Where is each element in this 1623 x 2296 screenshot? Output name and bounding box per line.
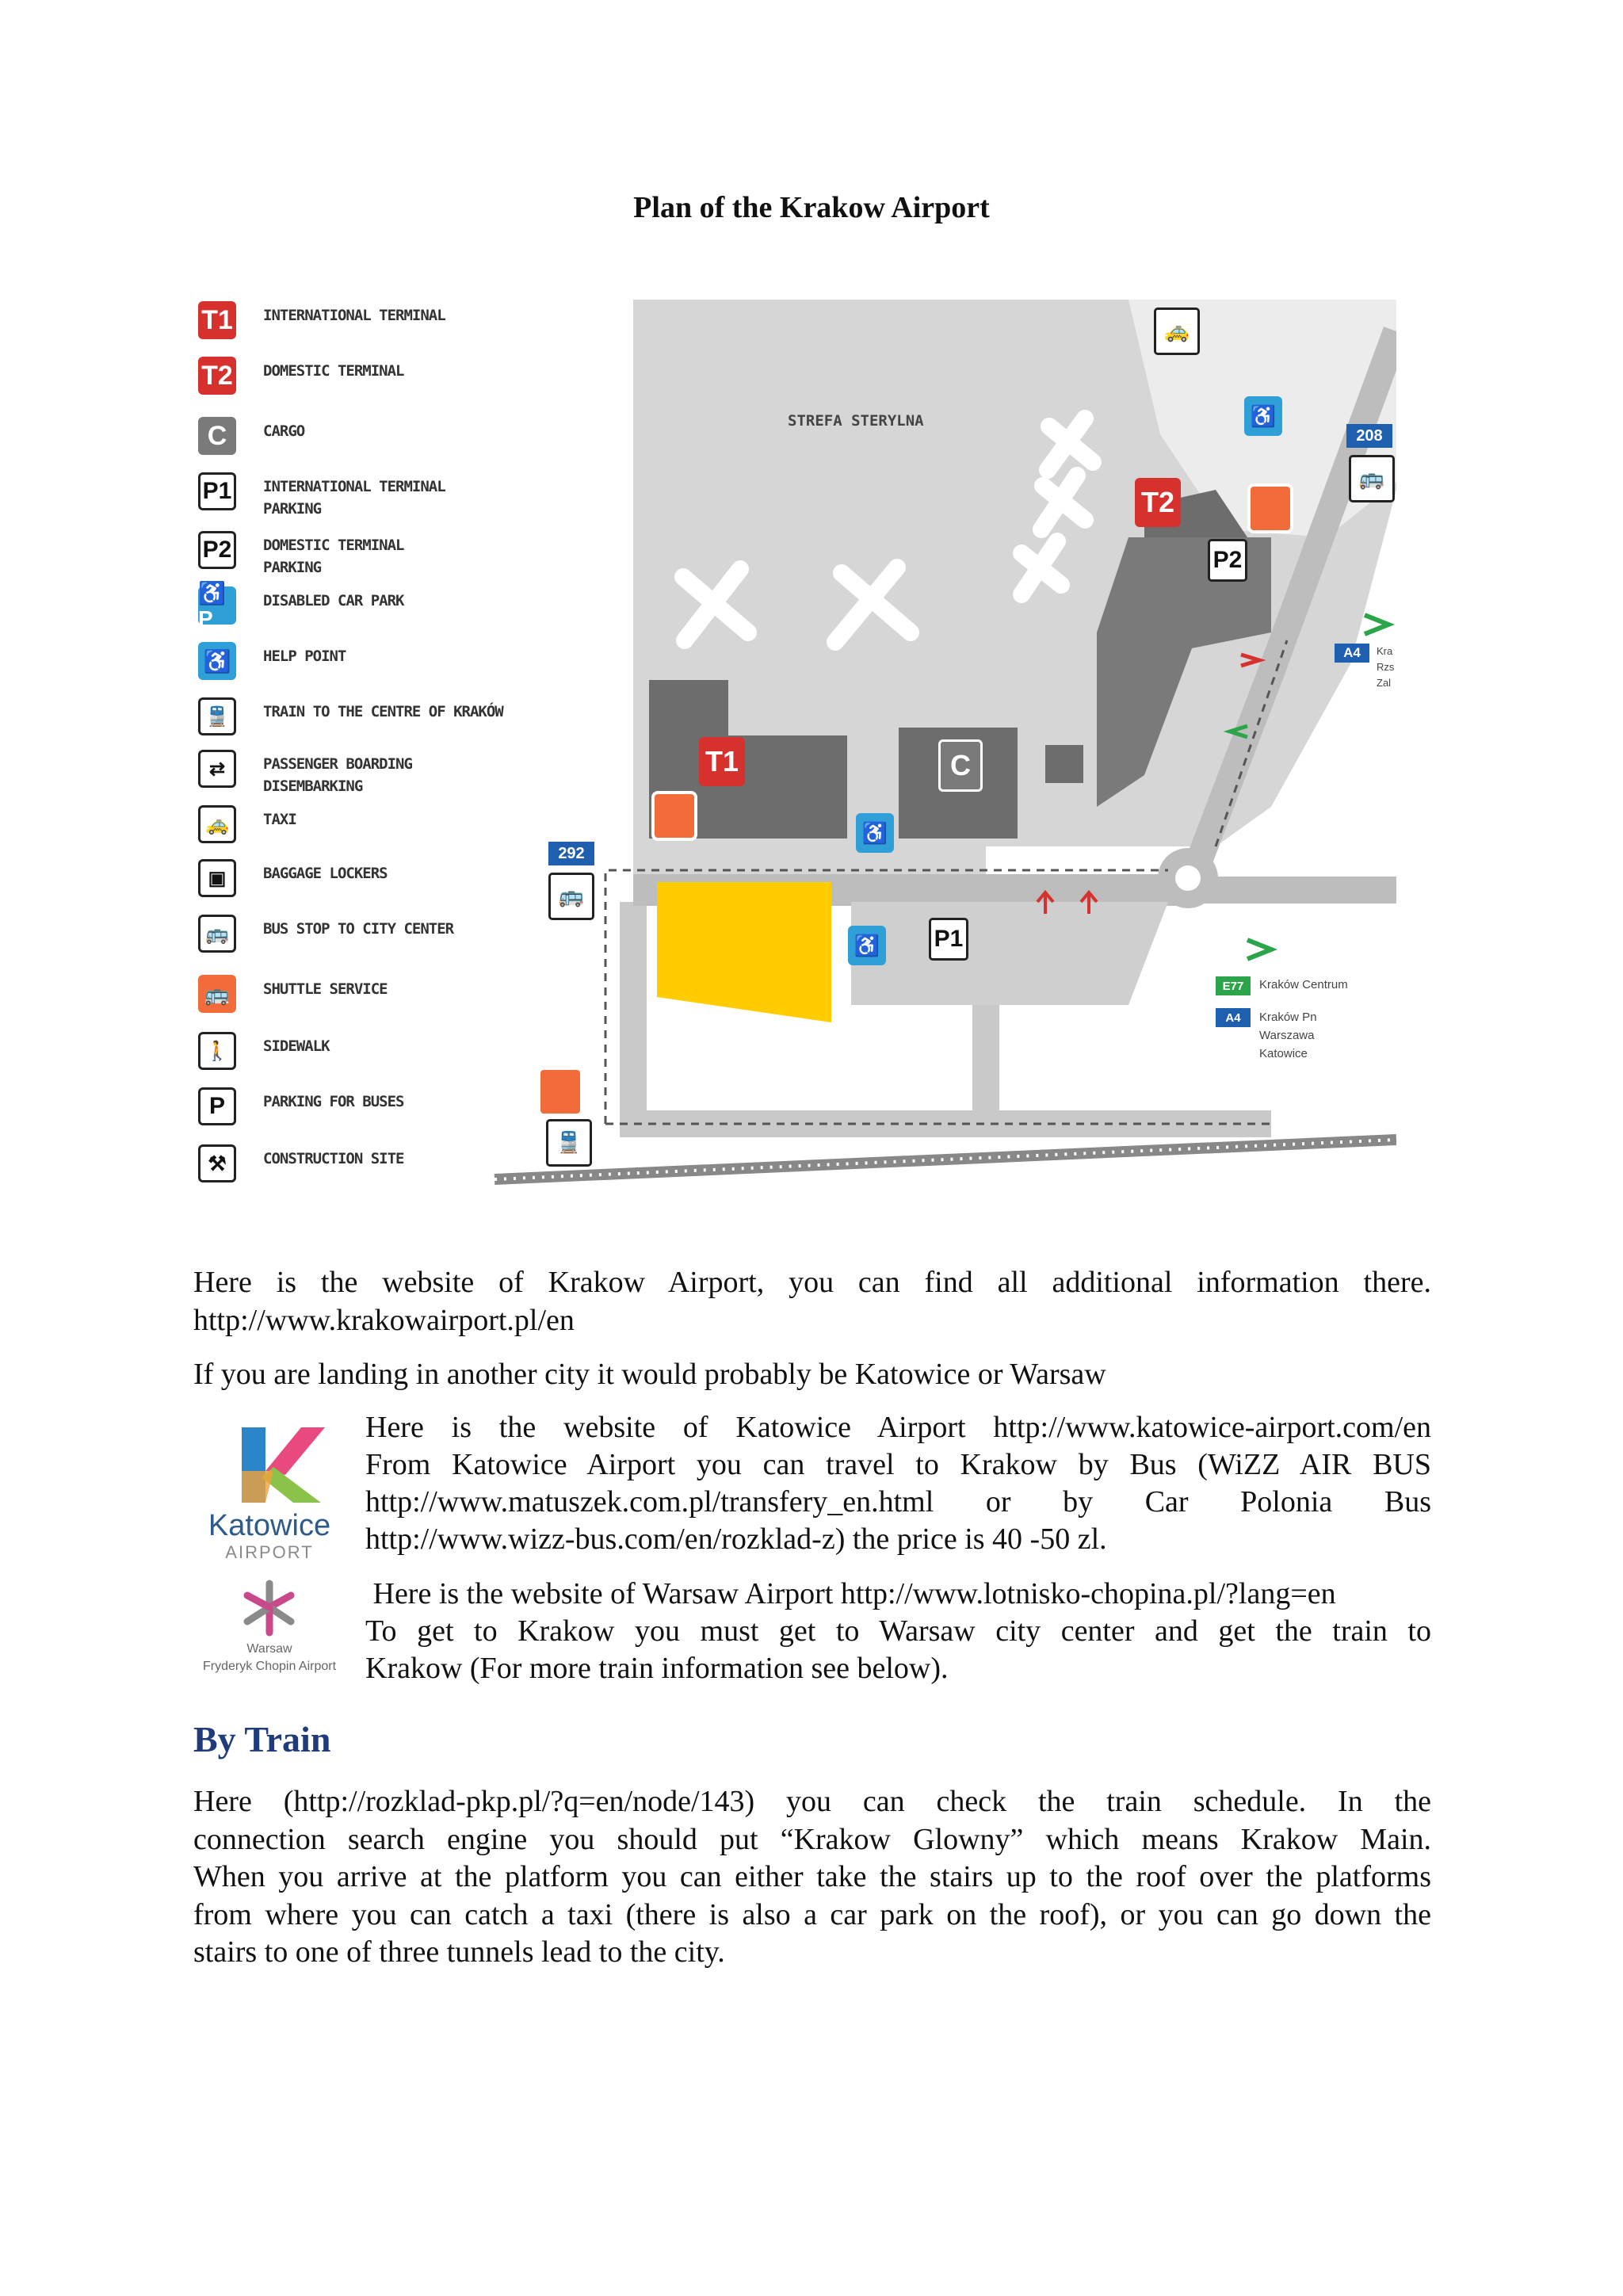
cargo-marker: C [938, 739, 983, 792]
text-line: Krakow (For more train information see below). [365, 1652, 949, 1685]
destination: Kra [1377, 645, 1393, 657]
sidewalk-icon: 🚶 [198, 1032, 236, 1070]
construction-icon: ⚒ [198, 1144, 236, 1182]
taxi-icon: 🚕 [198, 805, 236, 843]
legend-label: HELP POINT [263, 648, 346, 665]
help-point-icon: ♿ [198, 642, 236, 680]
passenger-boarding-icon: ⇄ [198, 750, 236, 788]
text-line: From Katowice Airport you can travel to Krakow by Bus (WiZZ AIR BUS [365, 1448, 1431, 1481]
destination: Katowice [1259, 1047, 1308, 1060]
legend-item [198, 531, 626, 576]
map-legend [193, 300, 633, 1192]
legend-item [198, 580, 626, 631]
bus-line-292: 292 [548, 842, 594, 865]
text-line: http://www.wizz-bus.com/en/rozklad-z) the price is 40 -50 zl. [365, 1522, 1107, 1556]
bus-line-208: 208 [1346, 424, 1392, 448]
legend-item [198, 357, 626, 398]
text-line: stairs to one of three tunnels lead to the city. [193, 1935, 725, 1969]
destination-list [1259, 1008, 1317, 1063]
warsaw-airport-logo [200, 1576, 339, 1679]
legend-label: BUS STOP TO CITY CENTER [263, 920, 454, 938]
legend-label: DOMESTIC TERMINAL PARKING [263, 537, 404, 576]
shuttle-icon: 🚌 [198, 975, 236, 1013]
baggage-locker-icon: ▣ [198, 859, 236, 897]
text-line: from where you can catch a taxi (there is also a car park on the roof), or you can go down the [193, 1897, 1431, 1931]
krakow-airport-paragraph [193, 1263, 1431, 1339]
destination: Rzs [1377, 661, 1395, 673]
train-icon: 🚆 [546, 1119, 592, 1167]
legend-label: CONSTRUCTION SITE [263, 1150, 404, 1167]
destination-list [1377, 644, 1394, 691]
bus-icon: 🚌 [548, 873, 594, 920]
katowice-airport-logo [198, 1423, 341, 1566]
legend-label: SIDEWALK [263, 1037, 330, 1055]
bus-icon: 🚌 [1349, 455, 1395, 502]
landing-paragraph [193, 1355, 1431, 1393]
disabled-parking-icon: ♿P [198, 586, 236, 625]
t1-marker: T1 [699, 737, 745, 786]
text-line: Here (http://rozklad-pkp.pl/?q=en/node/143) you can check the train schedule. In the [193, 1785, 1431, 1818]
krakow-airport-link[interactable]: http://www.krakowairport.pl/en [193, 1304, 575, 1337]
shuttle-icon [651, 791, 697, 841]
airport-map [193, 300, 1396, 1192]
legend-item [198, 642, 626, 683]
legend-label: CARGO [263, 422, 305, 440]
cargo-icon: C [198, 417, 236, 455]
taxi-icon: 🚕 [1154, 308, 1200, 355]
destination: Kraków Pn [1259, 1010, 1317, 1024]
legend-label: DOMESTIC TERMINAL [263, 362, 404, 380]
text-line: Here is the website of Krakow Airport, you can find all additional information there. [193, 1266, 1431, 1299]
text-line: Here is the website of Katowice Airport http://www.katowice-airport.com/en [365, 1411, 1431, 1444]
legend-label: INTERNATIONAL TERMINAL [263, 307, 445, 324]
text-line: http://www.matuszek.com.pl/transfery_en.html or by Car Polonia Bus [365, 1485, 1431, 1519]
katowice-k-icon [198, 1423, 341, 1519]
katowice-logo-word: Katowice [208, 1509, 331, 1542]
legend-item [198, 472, 626, 518]
bus-icon: 🚌 [198, 915, 236, 953]
legend-label: TRAIN TO THE CENTRE OF KRAKÓW [263, 703, 503, 720]
bus-parking-icon: P [198, 1087, 236, 1125]
destination: Zal [1377, 677, 1392, 689]
katowice-logo-sub: AIRPORT [225, 1542, 314, 1562]
parking-p2-icon: P2 [198, 531, 236, 569]
legend-label: DISABLED CAR PARK [263, 592, 404, 609]
document-title: Plan of the Krakow Airport [633, 191, 990, 224]
road-e77-sign: E77 [1216, 976, 1251, 995]
shuttle-icon [537, 1067, 583, 1117]
destination: Kraków Centrum [1259, 978, 1348, 991]
legend-item [198, 697, 626, 739]
legend-label: PARKING FOR BUSES [263, 1093, 404, 1110]
text-line: To get to Krakow you must get to Warsaw city center and get the train to [365, 1614, 1431, 1648]
t2-marker: T2 [1135, 478, 1181, 527]
legend-label: PASSENGER BOARDING DISEMBARKING [263, 755, 412, 795]
disabled-parking-icon: ♿ [848, 926, 886, 965]
warsaw-star-icon [200, 1576, 339, 1639]
shuttle-icon [1247, 483, 1293, 533]
by-train-heading: By Train [193, 1719, 331, 1759]
disabled-parking-icon: ♿ [1244, 396, 1282, 436]
t2-terminal-icon: T2 [198, 357, 236, 395]
text-line: connection search engine you should put “Krakow Glowny” which means Krakow Main. [193, 1822, 1431, 1856]
text-line: Here is the website of Warsaw Airport http://www.lotnisko-chopina.pl/?lang=en [365, 1577, 1336, 1610]
p1-marker: P1 [929, 918, 968, 961]
legend-label: SHUTTLE SERVICE [263, 980, 388, 998]
text-line: If you are landing in another city it would probably be Katowice or Warsaw [193, 1358, 1106, 1391]
legend-item [198, 805, 626, 846]
warsaw-logo-word: Warsaw [246, 1642, 292, 1656]
legend-label: BAGGAGE LOCKERS [263, 865, 388, 882]
warsaw-logo-sub: Fryderyk Chopin Airport [202, 1660, 337, 1673]
p2-marker: P2 [1208, 539, 1247, 582]
legend-item [198, 750, 626, 795]
road-a4-sign: A4 [1335, 644, 1369, 663]
legend-item [198, 417, 626, 458]
sterile-zone-label: STREFA STERYLNA [788, 412, 924, 430]
help-point-icon: ♿ [856, 813, 894, 853]
t1-terminal-icon: T1 [198, 301, 236, 339]
legend-item [198, 975, 626, 1016]
katowice-paragraph [365, 1409, 1431, 1558]
road-a4-sign: A4 [1216, 1008, 1251, 1027]
legend-item [198, 915, 626, 956]
legend-item [198, 301, 626, 342]
legend-label: INTERNATIONAL TERMINAL PARKING [263, 478, 445, 518]
by-train-paragraph [193, 1783, 1431, 1972]
legend-label: TAXI [263, 811, 296, 828]
parking-p1-icon: P1 [198, 472, 236, 510]
warsaw-paragraph [365, 1576, 1431, 1687]
text-line: When you arrive at the platform you can either take the stairs up to the roof over the platforms [193, 1860, 1431, 1893]
destination: Warszawa [1259, 1029, 1315, 1042]
train-icon: 🚆 [198, 697, 236, 735]
